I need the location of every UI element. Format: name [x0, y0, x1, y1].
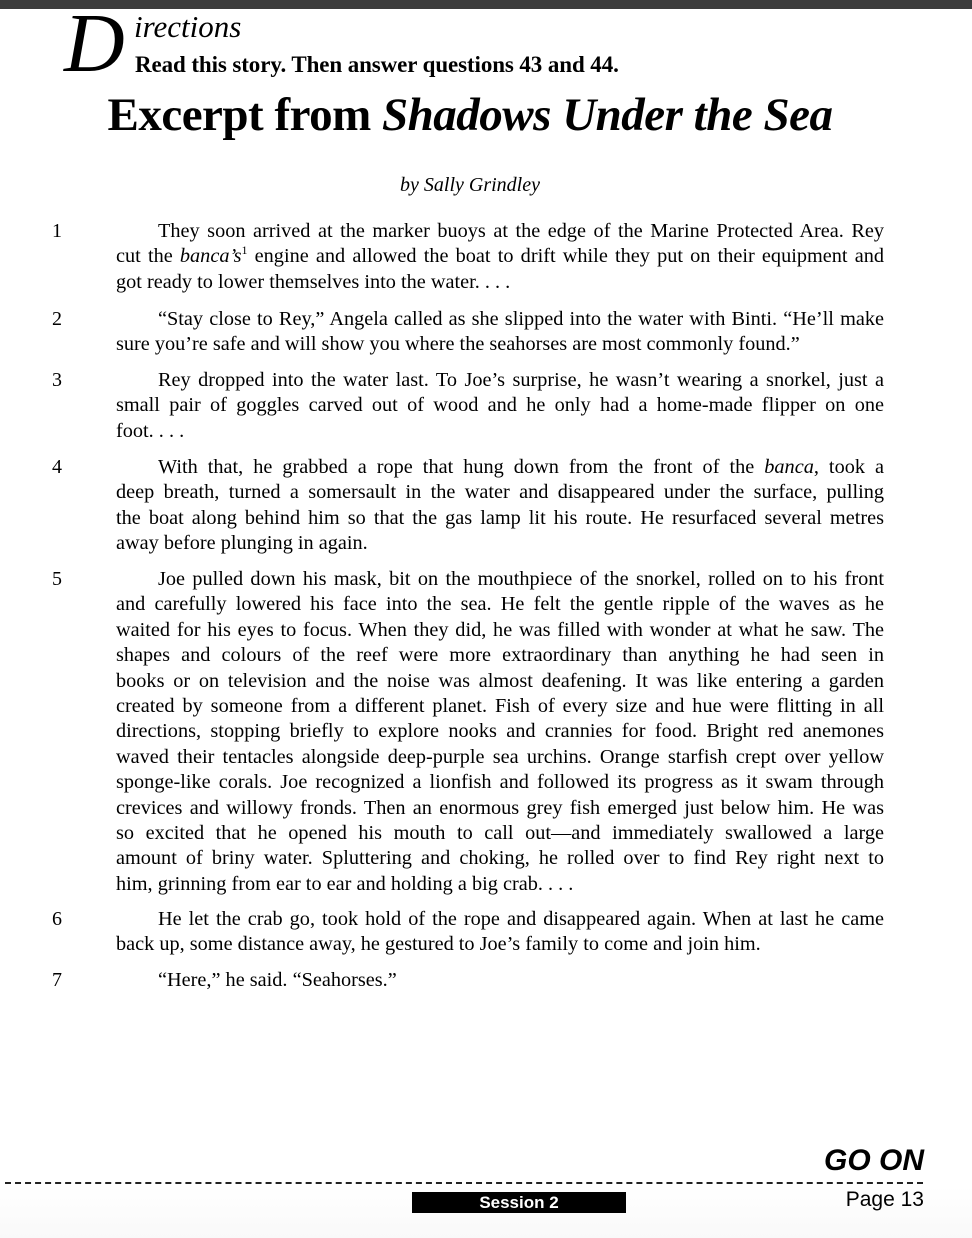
paragraph-line: waved their tentacles alongside deep-purple sea urchins. Orange starfish crept over yellow	[116, 745, 884, 768]
paragraph-line: him, grinning from ear to ear and holding a big crab. . . .	[116, 872, 574, 895]
paragraph-line: crevices and willowy fronds. Then an enormous grey fish emerged just below him. He was	[116, 796, 884, 819]
line-text: , took a	[813, 456, 884, 478]
paragraph-line: sponge-like corals. Joe recognized a lionfish and followed its progress as it swam through	[116, 771, 884, 794]
line-text: With that, he grabbed a rope that hung down from the front of the	[158, 456, 765, 478]
italic-term: banca	[764, 456, 814, 478]
paragraph-line	[116, 244, 884, 269]
paragraph-line: amount of briny water. Spluttering and choking, he rolled over to find Rey right next to	[116, 847, 884, 870]
paragraph-line: away before plunging in again.	[116, 532, 368, 555]
page-title	[0, 86, 940, 144]
title-prefix: Excerpt from	[107, 89, 383, 141]
paragraph-line	[158, 455, 884, 480]
paragraph-line: Rey dropped into the water last. To Joe’s surprise, he wasn’t wearing a snorkel, just a	[158, 369, 884, 391]
paragraph-number: 4	[52, 456, 62, 478]
paragraph-line: books or on television and the noise was almost deafening. It was like entering a garden	[116, 669, 884, 692]
paragraph-line: Joe pulled down his mask, bit on the mouthpiece of the snorkel, rolled on to his front	[158, 568, 884, 590]
paragraph-number: 3	[52, 369, 62, 391]
paragraph-line: “Stay close to Rey,” Angela called as she slipped into the water with Binti. “He’ll make	[158, 308, 884, 330]
directions-instruction: Read this story. Then answer questions 43 and 44.	[135, 52, 619, 77]
paragraph-line: directions, stopping briefly to explore nooks and crannies for food. Bright red anemones	[116, 720, 884, 743]
paragraph-line: and carefully lowered his face into the sea. He felt the gentle ripple of the waves as he	[116, 593, 884, 616]
title-book-name: Shadows Under the Sea	[382, 89, 833, 141]
paragraph-number: 7	[52, 969, 62, 991]
paragraph-number: 5	[52, 568, 62, 590]
go-on-label: GO ON	[823, 1144, 924, 1177]
paragraph-line: waited for his eyes to focus. When they did, he was filled with wonder at what he saw. The	[116, 618, 884, 641]
paragraph-line: shapes and colours of the reef were more extraordinary than anything he had seen in	[116, 644, 884, 667]
paragraph-line: foot. . . .	[116, 419, 185, 442]
paragraph-line: created by someone from a different planet. Fish of every size and hue were flitting in all	[116, 695, 884, 717]
directions-label: irections	[134, 9, 242, 44]
line-text: cut the	[116, 245, 180, 268]
paragraph-line: sure you’re safe and will show you where the seahorses are most commonly found.”	[116, 333, 800, 356]
top-bar	[0, 0, 972, 9]
paragraph-number: 1	[52, 220, 62, 242]
paragraph-line: small pair of goggles carved out of wood and he only had a home-made flipper on one	[116, 394, 884, 417]
paragraph-line: “Here,” he said. “Seahorses.”	[158, 969, 397, 991]
paragraph-line: They soon arrived at the marker buoys at the edge of the Marine Protected Area. Rey	[158, 220, 884, 242]
paragraph-line: so excited that he opened his mouth to call out—and immediately swallowed a large	[116, 822, 884, 844]
paragraph-line: He let the crab go, took hold of the rope and disappeared again. When at last he came	[158, 908, 884, 930]
dashed-divider	[5, 1182, 923, 1184]
paragraph-number: 6	[52, 908, 62, 930]
page-number: Page 13	[845, 1188, 924, 1211]
footnote-marker: 1	[241, 243, 248, 258]
paragraph-line: deep breath, turned a somersault in the water and disappeared under the surface, pulling	[116, 481, 884, 504]
session-badge: Session 2	[412, 1192, 626, 1213]
paragraph-number: 2	[52, 308, 62, 330]
paragraph-line: back up, some distance away, he gestured to Joe’s family to come and join him.	[116, 933, 761, 956]
paragraph-line: got ready to lower themselves into the water. . . .	[116, 270, 511, 293]
byline: by Sally Grindley	[400, 174, 540, 196]
directions-dropcap: D	[64, 0, 125, 90]
italic-term: banca’s	[179, 245, 242, 268]
paragraph-line: the boat along behind him so that the gas lamp lit his route. He resurfaced several metres	[116, 506, 884, 529]
line-text: engine and allowed the boat to drift while they put on their equipment and	[247, 245, 884, 268]
